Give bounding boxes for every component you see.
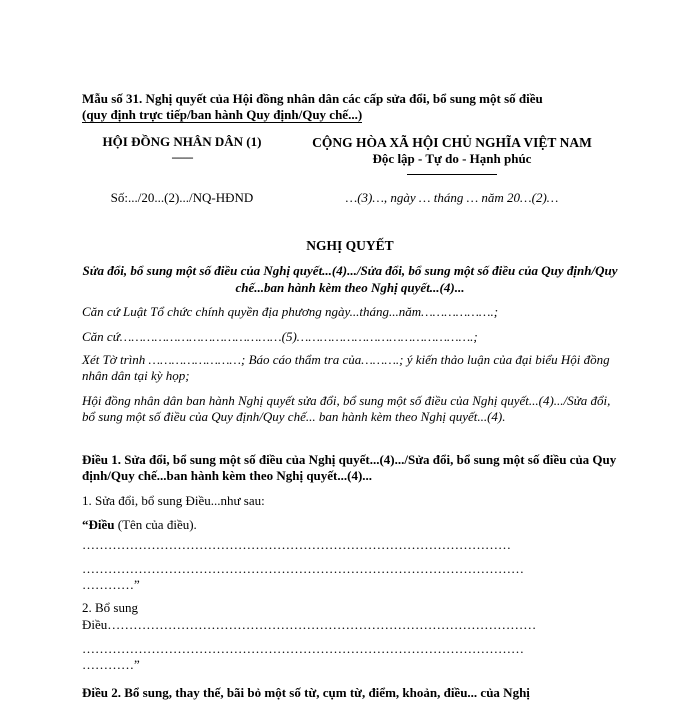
form-title-line1: Mẫu số 31. Nghị quyết của Hội đồng nhân dân các cấp sửa đổi, bổ sung một số điều bbox=[82, 91, 543, 106]
council-name: HỘI ĐỒNG NHÂN DÂN (1) bbox=[102, 134, 262, 149]
article-1-quote-heading bbox=[82, 517, 622, 533]
placeholder-dots-end: …………” bbox=[82, 657, 140, 672]
placeholder-dots-end: …………” bbox=[82, 577, 140, 592]
article-1-item-1: 1. Sửa đổi, bổ sung Điều...như sau: bbox=[82, 493, 265, 508]
form-title bbox=[82, 91, 543, 123]
placeholder-dots-line: ………………………………………………………………………………………… bbox=[82, 641, 524, 656]
placeholder-dots-line: ………………………………………………………………………………………… bbox=[82, 561, 524, 576]
preamble-legal-basis: Căn cứ Luật Tổ chức chính quyền địa phương ngày...tháng...năm……………….; bbox=[82, 304, 499, 319]
council-divider: ------- bbox=[171, 150, 193, 164]
article-1-heading: Điều 1. Sửa đổi, bổ sung một số điều của Nghị quyết...(4).../Sửa đổi, bổ sung một số điều của Quy định/Quy chế...ban hành kèm theo Nghị quyết...(4)... bbox=[82, 452, 617, 483]
resolution-title: NGHỊ QUYẾT bbox=[306, 238, 394, 253]
quote-article-label: “Điều bbox=[82, 517, 115, 532]
quote-article-name: (Tên của điều). bbox=[114, 517, 197, 532]
form-title-line2: (quy định trực tiếp/ban hành Quy định/Quy chế...) bbox=[82, 107, 363, 122]
preamble-enactment: Hội đồng nhân dân ban hành Nghị quyết sửa đổi, bổ sung một số điều của Nghị quyết...(4).../Sửa đổi, bổ sung một số điều của Quy định/Quy chế... ban hành kèm theo Nghị quyết...(4). bbox=[82, 393, 611, 424]
preamble-consideration: Xét Tờ trình ……………………; Báo cáo thẩm tra của……….; ý kiến thảo luận của đại biểu Hội đồng nhân dân tại kỳ họp; bbox=[82, 352, 610, 383]
preamble-pursuant: Căn cứ……………………………………(5)……………………………………….; bbox=[82, 329, 478, 344]
national-motto: Độc lập - Tự do - Hạnh phúc bbox=[372, 151, 532, 166]
place-and-date: …(3)…, ngày … tháng … năm 20…(2)… bbox=[345, 190, 559, 205]
resolution-subtitle: Sửa đổi, bổ sung một số điều của Nghị quyết...(4).../Sửa đổi, bổ sung một số điều của Quy định/Quy chế...ban hành kèm theo Nghị quyết...(4)... bbox=[82, 263, 618, 295]
national-title: CỘNG HÒA XÃ HỘI CHỦ NGHĨA VIỆT NAM bbox=[312, 135, 592, 150]
article-2-heading: Điều 2. Bổ sung, thay thế, bãi bỏ một số từ, cụm từ, điểm, khoản, điều... của Nghị bbox=[82, 685, 530, 700]
article-1-item-2: 2. Bổ sung bbox=[82, 600, 138, 615]
placeholder-dots-line: ……………………………………………………………………………………… bbox=[82, 537, 511, 552]
document-number: Số:.../20...(2).../NQ-HĐND bbox=[110, 190, 254, 205]
placeholder-article-dots: Điều……………………………………………………………………………………… bbox=[82, 617, 537, 632]
motto-underline bbox=[407, 174, 497, 175]
